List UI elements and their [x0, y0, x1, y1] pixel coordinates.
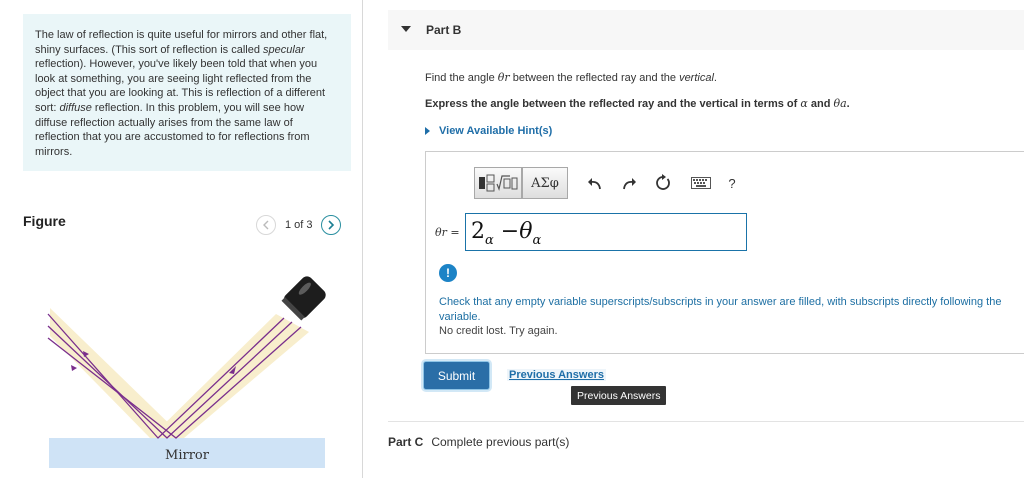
- templates-icon: [478, 173, 518, 193]
- help-button[interactable]: ?: [728, 175, 736, 191]
- answer-base: 2: [471, 219, 485, 244]
- figure-title: Figure: [23, 213, 66, 229]
- expand-triangle-icon: [425, 127, 430, 135]
- mirror-label: Mirror: [165, 448, 209, 463]
- question-text-2: between the reflected ray and the: [509, 72, 680, 84]
- templates-button[interactable]: [474, 167, 522, 199]
- answer-base-subscript: α: [485, 233, 494, 248]
- instruction-text-2: and: [807, 98, 834, 110]
- part-c-label: Part C: [388, 435, 424, 449]
- answer-theta: θ: [519, 219, 533, 244]
- answer-input[interactable]: [465, 213, 747, 251]
- question-text-3: .: [713, 72, 717, 84]
- feedback-credit-text: No credit lost. Try again.: [439, 325, 558, 338]
- keyboard-icon: [691, 177, 711, 189]
- intro-text-specular: specular: [263, 43, 305, 56]
- part-c-row: [388, 435, 569, 449]
- flashlight-icon: [281, 274, 328, 321]
- redo-icon: [621, 176, 637, 190]
- feedback-message: [439, 295, 1014, 339]
- equation-label-text: θr =: [435, 226, 460, 239]
- question-text-1: Find the angle: [425, 72, 498, 84]
- reset-icon: [654, 174, 672, 192]
- figure-page-count: 1 of 3: [285, 219, 313, 231]
- part-b-header[interactable]: [388, 10, 1024, 50]
- undo-button[interactable]: [582, 170, 608, 196]
- reflection-figure: [40, 270, 340, 470]
- greek-symbols-button[interactable]: ΑΣφ: [522, 167, 568, 199]
- chevron-right-icon: [327, 220, 335, 230]
- intro-text-diffuse: diffuse: [59, 101, 92, 114]
- prev-figure-button[interactable]: [256, 215, 276, 235]
- undo-icon: [587, 176, 603, 190]
- view-hints-label: View Available Hint(s): [439, 125, 553, 137]
- incident-beam: [150, 314, 309, 438]
- part-c-text: Complete previous part(s): [431, 435, 570, 449]
- alpha-symbol: α: [800, 97, 808, 110]
- alert-icon: !: [439, 264, 457, 282]
- instruction-text: [425, 97, 850, 110]
- chevron-left-icon: [262, 220, 270, 230]
- redo-button[interactable]: [616, 170, 642, 196]
- reset-button[interactable]: [650, 170, 676, 196]
- instruction-text-3: .: [846, 98, 850, 110]
- intro-text-3: reflection). However, you've likely been told that when you look at something, you are seeing light reflected from the object that you are looking at. This is reflection of a different sort:: [35, 58, 326, 114]
- previous-answers-tooltip: Previous Answers: [571, 386, 666, 405]
- intro-text-1: The law of reflection is quite useful for mirrors and other flat, shiny surfaces. (This sort of reflection is called: [35, 29, 328, 56]
- reflected-beam: [50, 308, 184, 438]
- equation-label: [435, 226, 460, 239]
- theta-a-symbol: θa: [833, 97, 847, 110]
- theta-r-symbol: θr: [497, 71, 510, 84]
- part-divider: [388, 421, 1024, 422]
- view-hints-link[interactable]: [425, 125, 552, 137]
- figure-pager: [256, 214, 341, 236]
- answer-theta-subscript: α: [532, 233, 542, 248]
- feedback-text: Check that any empty variable superscripts/subscripts in your answer are filled, with subscripts directly following the variable.: [439, 296, 1002, 323]
- keyboard-button[interactable]: [688, 170, 714, 196]
- question-text: [425, 71, 717, 84]
- previous-answers-link[interactable]: Previous Answers: [509, 369, 604, 381]
- intro-text-5: reflection. In this problem, you will see how diffuse reflection actually arises from the same law of reflection that you are accustomed to for reflections from mirrors.: [35, 101, 310, 158]
- instruction-text-1: Express the angle between the reflected ray and the vertical in terms of: [425, 98, 801, 110]
- part-b-label: Part B: [426, 23, 462, 37]
- column-divider: [362, 0, 363, 478]
- math-toolbar: [474, 166, 742, 200]
- next-figure-button[interactable]: [321, 215, 341, 235]
- intro-panel: [23, 14, 351, 171]
- question-text-vertical: vertical: [679, 72, 714, 84]
- collapse-caret-icon[interactable]: [401, 26, 411, 32]
- answer-minus: −: [493, 219, 520, 244]
- submit-button[interactable]: Submit: [423, 361, 490, 390]
